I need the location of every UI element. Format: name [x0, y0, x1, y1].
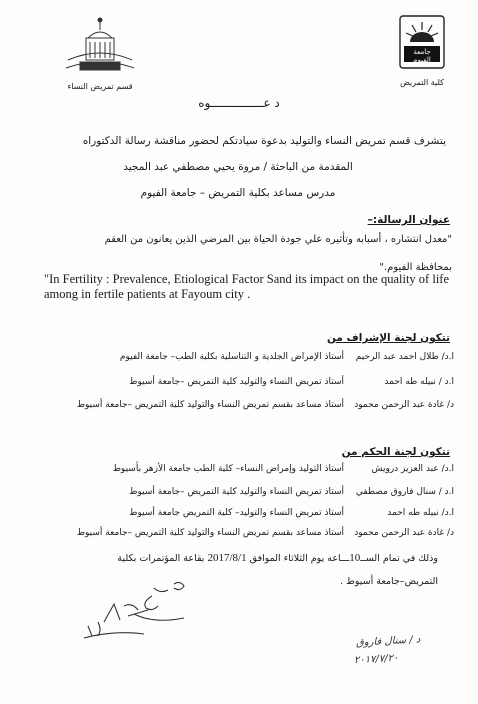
- judge-title: أستاذ تمريض النساء والتوليد– كلية التمريض جامعة أسيوط: [129, 508, 344, 518]
- closing-text-end: بقاعة المؤتمرات بكلية: [117, 553, 205, 564]
- intro-line-1: يتشرف قسم تمريض النساء والتوليد بدعوة سيادتكم لحضور مناقشة رسالة الدكتوراه: [82, 135, 446, 147]
- judge-name: ا.د/ نبيله طه احمد: [387, 508, 454, 518]
- building-emblem-icon: [60, 16, 140, 78]
- judge-row: [14, 487, 454, 501]
- supervisor-title: أستاذ مساعد بقسم تمريض النساء والتوليد كلية التمريض –جامعة أسيوط: [76, 400, 344, 410]
- judge-title: أستاذ مساعد بقسم تمريض النساء والتوليد كلية التمريض –جامعة أسيوط: [76, 528, 344, 538]
- supervisor-name: ا.د/ طلال احمد عبد الرحيم: [355, 352, 454, 362]
- thesis-english-title: "In Fertility : Prevalence, Etiological Factor Sand its impact on the quality of life among in fertile patients at Fayoum city .: [44, 272, 450, 301]
- judge-row: [14, 508, 454, 522]
- supervisor-title: أستاذ تمريض النساء والتوليد كلية التمريض –جامعة أسيوط: [129, 377, 344, 387]
- intro-line-2: المقدمة من الباحثة / مروة يحيي مصطفي عبد المجيد: [123, 161, 353, 173]
- closing-hour: 10: [349, 552, 361, 564]
- supervisor-row: [14, 377, 454, 391]
- thesis-arabic-line-1: "معدل انتشاره ، أسبابه وتأثيره علي جودة الحياة بين المرضي الذين يعانون من العقم: [104, 234, 452, 245]
- judge-row: [14, 528, 454, 542]
- invitation-title: د عـــــــــــــــوه: [198, 96, 280, 110]
- signature-right-date: ٢٠١٧/٧/٢٠: [353, 652, 399, 667]
- judge-row: [14, 464, 454, 478]
- judge-name: ا.د/ عبد العزيز درويش: [371, 464, 454, 474]
- signature-left-icon: [64, 576, 204, 646]
- closing-text-mid: ـــاعه يوم الثلاثاء الموافق: [249, 553, 350, 564]
- closing-line-1: [18, 552, 438, 564]
- judge-name: د/ غادة عبد الرحمن محمود: [354, 528, 454, 538]
- supervision-heading: تتكون لجنة الإشراف من: [326, 332, 450, 344]
- closing-text-start: وذلك في تمام الســ: [360, 553, 438, 564]
- faculty-logo: [394, 14, 450, 87]
- judge-title: أستاذ التوليد وإمراض النساء– كلية الطب جامعة الأزهر بأسيوط: [112, 464, 344, 474]
- supervisor-name: ا.د / نبيله طه احمد: [384, 377, 454, 387]
- closing-line-2: التمريض–جامعة أسيوط .: [340, 576, 438, 587]
- closing-date: 2017/8/1: [207, 552, 247, 564]
- supervisor-name: د/ غادة عبد الرحمن محمود: [354, 400, 454, 410]
- supervisor-row: [14, 352, 454, 366]
- supervisor-row: [14, 400, 454, 414]
- logo-inner-text: جامعة الفيوم: [413, 48, 431, 64]
- judge-title: أستاذ تمريض النساء والتوليد كلية التمريض –جامعة أسيوط: [129, 487, 344, 497]
- right-logo-caption: كلية التمريض: [400, 78, 444, 87]
- intro-line-3: مدرس مساعد بكلية التمريض – جامعة الفيوم: [140, 187, 336, 199]
- judging-heading: تتكون لجنة الحكم من: [341, 446, 450, 458]
- judge-name: ا.د / سنال فاروق مصطفي: [355, 487, 454, 497]
- left-logo-caption: قسم تمريض النساء: [67, 82, 133, 91]
- thesis-arabic-line-2: بمحافظة الفيوم.": [379, 262, 452, 273]
- signature-right-name: د / سنال فاروق: [355, 634, 421, 649]
- thesis-heading: عنوان الرسالة:–: [367, 214, 450, 226]
- supervisor-title: أستاذ الإمراض الجلدية و التناسلية بكلية الطب– جامعة الفيوم: [119, 352, 344, 362]
- department-logo: [60, 16, 140, 91]
